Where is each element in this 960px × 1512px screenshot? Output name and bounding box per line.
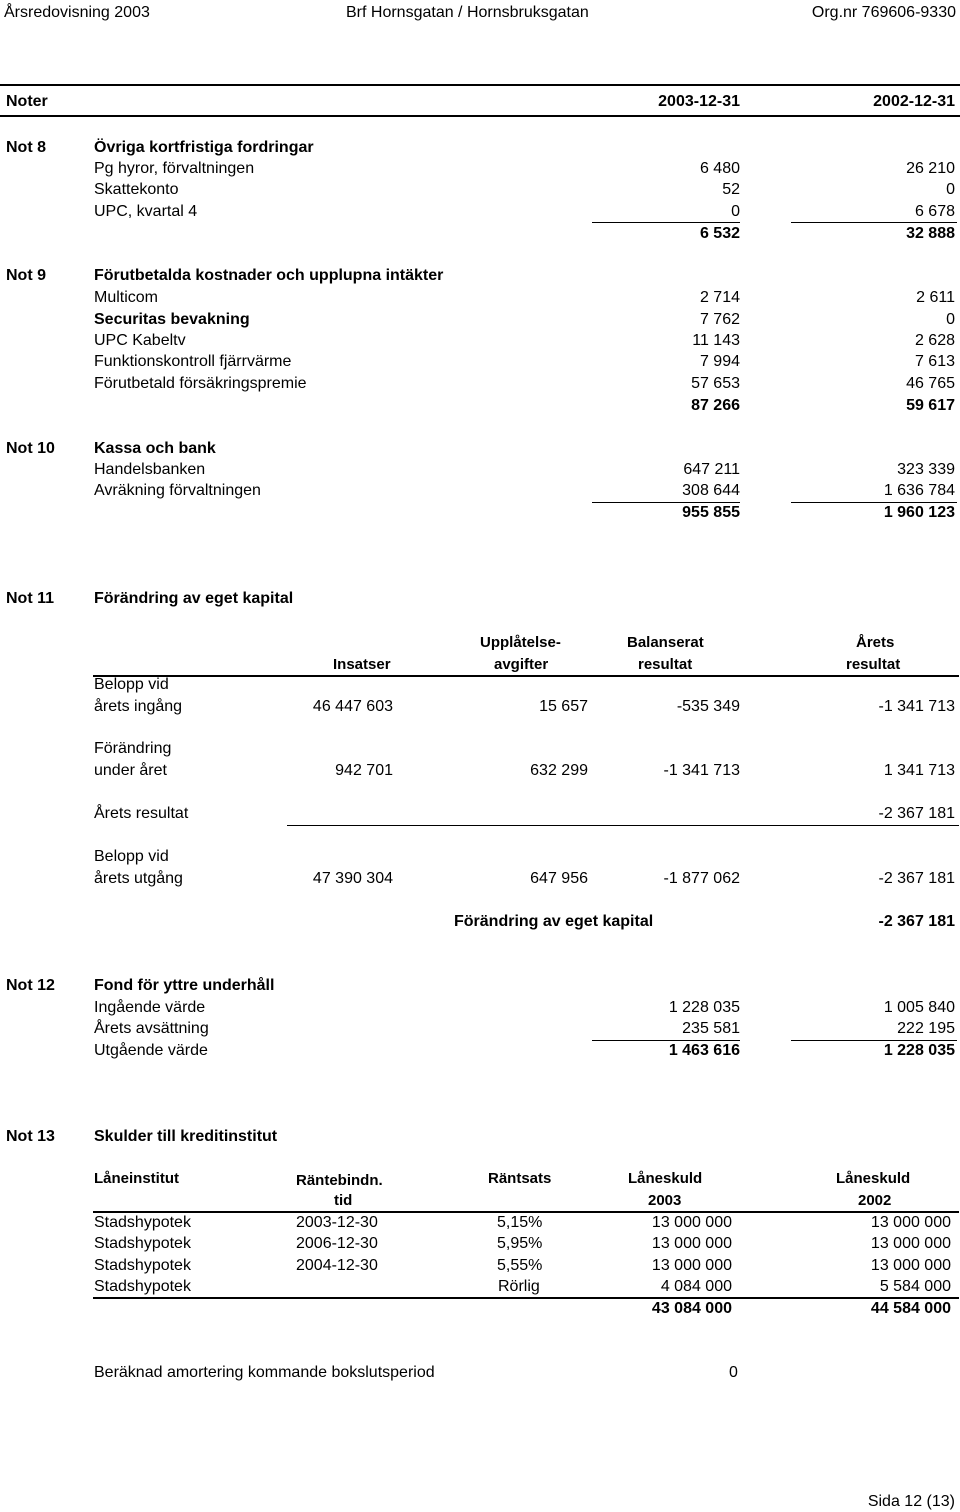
- note-9-row-value-2003: 57 653: [691, 375, 740, 392]
- note-9-label: Not 9: [6, 267, 46, 284]
- note-9-row-value-2002: 2 611: [916, 289, 955, 306]
- note-12-row-value-2002: 1 005 840: [883, 999, 955, 1016]
- loan-row-institution: Stadshypotek: [94, 1278, 191, 1295]
- notes-header-title: Noter: [6, 93, 48, 110]
- col-header-upplatelse: Upplåtelse-: [480, 634, 561, 651]
- note-12-row-label: Årets avsättning: [94, 1020, 209, 1037]
- loan-row-rantebindning: 2006-12-30: [296, 1235, 378, 1252]
- note-10-row-label: Avräkning förvaltningen: [94, 482, 261, 499]
- note-8-sum-rule-2002: [791, 222, 957, 223]
- note-10-row-value-2002: 1 636 784: [883, 482, 955, 499]
- loan-row-rantesats: 5,15%: [497, 1214, 543, 1231]
- note-9-row-value-2003: 2 714: [699, 289, 740, 306]
- loan-total-2002: 44 584 000: [870, 1300, 951, 1317]
- row-arets-resultat-label: Årets resultat: [94, 805, 189, 822]
- notes-header-col-2002: 2002-12-31: [873, 93, 955, 110]
- note-10-total-2003: 955 855: [682, 504, 740, 521]
- page-number: Sida 12 (13): [867, 1493, 955, 1510]
- note-8-row-value-2002: 0: [946, 181, 955, 198]
- summary-value: -2 367 181: [878, 913, 955, 930]
- note-9-row-label: Multicom: [94, 289, 159, 306]
- note-10-row-value-2002: 323 339: [897, 461, 955, 478]
- loan-row-institution: Stadshypotek: [94, 1214, 191, 1231]
- loan-row-rantebindning: 2004-12-30: [296, 1257, 378, 1274]
- row-forandring-label-1: Förändring: [94, 740, 172, 757]
- loan-row-skuld-2002: 13 000 000: [870, 1214, 951, 1231]
- note-8-row-value-2003: 6 480: [699, 160, 740, 177]
- note-10-row-value-2003: 308 644: [682, 482, 740, 499]
- row-forandring-insatser: 942 701: [335, 762, 393, 779]
- note-9-row-label: Förutbetald försäkringspremie: [94, 375, 307, 392]
- row-ingang-arets: -1 341 713: [878, 698, 955, 715]
- row-forandring-arets: 1 341 713: [883, 762, 955, 779]
- note-9-title: Förutbetalda kostnader och upplupna intäkter: [94, 267, 444, 284]
- note-8-title: Övriga kortfristiga fordringar: [94, 139, 314, 156]
- col-header-balanserat-resultat: resultat: [638, 656, 693, 673]
- note-9-total-2003: 87 266: [691, 397, 740, 414]
- note-12-label: Not 12: [6, 977, 55, 994]
- col-header-arets-resultat: resultat: [846, 656, 901, 673]
- amortering-label: Beräknad amortering kommande bokslutsperiod: [94, 1364, 435, 1381]
- note-8-row-value-2003: 0: [731, 203, 740, 220]
- note-8-row-label: Skattekonto: [94, 181, 179, 198]
- row-forandring-upplatelse: 632 299: [530, 762, 588, 779]
- col-header-avgifter: avgifter: [494, 656, 549, 673]
- col-header-insatser: Insatser: [333, 656, 391, 673]
- header-association-name: Brf Hornsgatan / Hornsbruksgatan: [346, 4, 589, 21]
- loan-row-skuld-2003: 4 084 000: [660, 1278, 732, 1295]
- row-ingang-label-2: årets ingång: [94, 698, 183, 715]
- loan-row-skuld-2002: 13 000 000: [870, 1257, 951, 1274]
- loan-row-skuld-2003: 13 000 000: [651, 1257, 732, 1274]
- row-ingang-label-1: Belopp vid: [94, 676, 169, 693]
- note-8-total-2003: 6 532: [699, 225, 740, 242]
- row-arets-resultat-value: -2 367 181: [878, 805, 955, 822]
- note-10-label: Not 10: [6, 440, 55, 457]
- col-header-year-2002: 2002: [858, 1192, 892, 1209]
- notes-header-col-2003: 2003-12-31: [658, 93, 740, 110]
- note-12-total-2002: 1 228 035: [883, 1042, 955, 1059]
- note-13-label: Not 13: [6, 1128, 55, 1145]
- col-header-rantebindn: Räntebindn.: [296, 1172, 383, 1189]
- col-header-balanserat: Balanserat: [627, 634, 704, 651]
- row-utgang-balanserat: -1 877 062: [663, 870, 740, 887]
- loan-row-skuld-2003: 13 000 000: [651, 1214, 732, 1231]
- note-8-row-value-2002: 26 210: [906, 160, 955, 177]
- note-8-row-label: Pg hyror, förvaltningen: [94, 160, 255, 177]
- row-utgang-arets: -2 367 181: [878, 870, 955, 887]
- row-forandring-label-2: under året: [94, 762, 167, 779]
- note-9-row-value-2002: 2 628: [914, 332, 955, 349]
- col-header-arets: Årets: [856, 634, 895, 651]
- note-12-row-value-2002: 222 195: [897, 1020, 955, 1037]
- note-9-row-value-2002: 0: [946, 311, 955, 328]
- note-8-sum-rule-2003: [592, 222, 740, 223]
- loan-total-2003: 43 084 000: [651, 1300, 732, 1317]
- note-8-row-label: UPC, kvartal 4: [94, 203, 198, 220]
- note-12-title: Fond för yttre underhåll: [94, 977, 275, 994]
- note-12-total-label: Utgående värde: [94, 1042, 208, 1059]
- note-8-row-value-2003: 52: [722, 181, 740, 198]
- note-13-sum-rule: [93, 1297, 959, 1299]
- row-forandring-balanserat: -1 341 713: [663, 762, 740, 779]
- note-9-total-2002: 59 617: [906, 397, 955, 414]
- note-10-row-value-2003: 647 211: [683, 461, 740, 478]
- note-12-row-label: Ingående värde: [94, 999, 206, 1016]
- loan-row-skuld-2003: 13 000 000: [651, 1235, 732, 1252]
- note-8-label: Not 8: [6, 139, 46, 156]
- col-header-laneinstitut: Låneinstitut: [94, 1170, 179, 1187]
- note-11-sum-rule: [287, 825, 959, 826]
- note-11-header-rule: [93, 675, 959, 677]
- row-ingang-insatser: 46 447 603: [312, 698, 393, 715]
- note-8-total-2002: 32 888: [906, 225, 955, 242]
- loan-row-rantesats: 5,95%: [497, 1235, 543, 1252]
- row-utgang-label-1: Belopp vid: [94, 848, 169, 865]
- row-utgang-label-2: årets utgång: [94, 870, 183, 887]
- row-ingang-upplatelse: 15 657: [539, 698, 588, 715]
- loan-row-institution: Stadshypotek: [94, 1257, 191, 1274]
- header-report-title: Årsredovisning 2003: [4, 4, 150, 21]
- col-header-laneskuld-2002: Låneskuld: [836, 1170, 911, 1187]
- loan-row-rantesats: Rörlig: [498, 1278, 540, 1295]
- loan-row-rantesats: 5,55%: [497, 1257, 543, 1274]
- note-9-row-value-2002: 46 765: [906, 375, 955, 392]
- row-ingang-balanserat: -535 349: [676, 698, 740, 715]
- note-9-row-value-2003: 7 762: [699, 311, 740, 328]
- note-13-title: Skulder till kreditinstitut: [94, 1128, 278, 1145]
- amortering-value: 0: [729, 1364, 738, 1381]
- note-9-row-value-2003: 7 994: [699, 353, 740, 370]
- note-9-row-value-2002: 7 613: [914, 353, 955, 370]
- col-header-year-2003: 2003: [648, 1192, 682, 1209]
- notes-header-top-rule: [0, 84, 960, 86]
- loan-row-skuld-2002: 13 000 000: [870, 1235, 951, 1252]
- note-12-row-value-2003: 1 228 035: [668, 999, 740, 1016]
- notes-header-bottom-rule: [0, 115, 960, 117]
- loan-row-skuld-2002: 5 584 000: [879, 1278, 951, 1295]
- note-9-row-label: UPC Kabeltv: [94, 332, 186, 349]
- note-9-row-value-2003: 11 143: [692, 332, 740, 349]
- loan-row-institution: Stadshypotek: [94, 1235, 191, 1252]
- col-header-tid: tid: [334, 1192, 353, 1209]
- note-11-title: Förändring av eget kapital: [94, 590, 294, 607]
- row-utgang-upplatelse: 647 956: [530, 870, 588, 887]
- note-10-row-label: Handelsbanken: [94, 461, 206, 478]
- note-8-row-value-2002: 6 678: [914, 203, 955, 220]
- loan-row-rantebindning: 2003-12-30: [296, 1214, 378, 1231]
- note-9-row-label: Funktionskontroll fjärrvärme: [94, 353, 292, 370]
- header-org-number: Org.nr 769606-9330: [811, 4, 956, 21]
- note-12-total-2003: 1 463 616: [668, 1042, 740, 1059]
- note-9-row-label: Securitas bevakning: [94, 311, 250, 328]
- col-header-laneskuld-2003: Låneskuld: [628, 1170, 703, 1187]
- row-utgang-insatser: 47 390 304: [312, 870, 393, 887]
- note-10-title: Kassa och bank: [94, 440, 216, 457]
- note-11-label: Not 11: [6, 590, 55, 607]
- col-header-rantesats: Räntsats: [488, 1170, 552, 1187]
- summary-label: Förändring av eget kapital: [454, 913, 654, 930]
- note-10-total-2002: 1 960 123: [883, 504, 955, 521]
- note-12-row-value-2003: 235 581: [682, 1020, 740, 1037]
